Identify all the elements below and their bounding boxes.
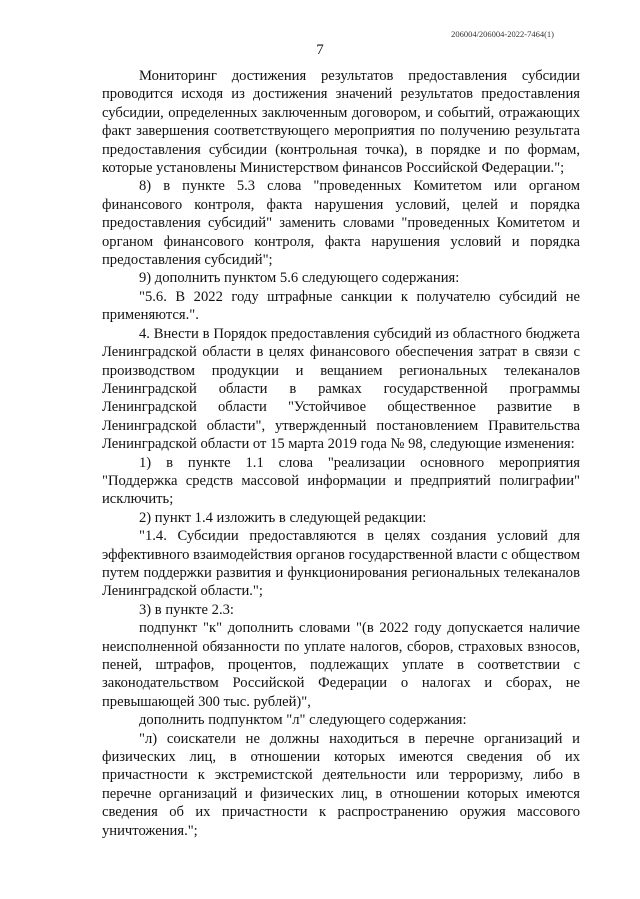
paragraph: 9) дополнить пунктом 5.6 следующего содержания:	[139, 270, 460, 287]
paragraph: дополнить подпунктом "л" следующего содержания:	[139, 712, 467, 729]
paragraph: 4. Внести в Порядок предоставления субсидий из областного бюджета Ленинградской области в целях финансового обеспечения затрат в связи с производством продукции и вещанием региональных телеканалов Ленинградской области в рамках государственной программы Ленинградской области "Устойчивое общественное развитие в Ленинградской области", утвержденный постановлением Правительства Ленинградской области от 15 марта 2019 года № 98, следующие изменения:	[102, 325, 580, 453]
document-id: 206004/206004-2022-7464(1)	[451, 29, 554, 39]
paragraph: 1) в пункте 1.1 слова "реализации основного мероприятия "Поддержка средств массовой информации и предприятий полиграфии" исключить;	[102, 454, 580, 508]
paragraph: 2) пункт 1.4 изложить в следующей редакции:	[139, 509, 427, 526]
paragraph: "л) соискатели не должны находиться в перечне организаций и физических лиц, в отношении которых имеются сведения об их причастности к экстремистской деятельности или терроризму, либо в перечне организаций и физических лиц, в отношении которых имеются сведения об их причастности к распространению оружия массового уничтожения.";	[102, 730, 580, 839]
paragraph: 8) в пункте 5.3 слова "проведенных Комитетом или органом финансового контроля, факта нарушения условий, целей и порядка предоставления субсидий" заменить словами "проведенных Комитетом и органом финансового контроля, факта нарушения условий и порядка предоставления субсидий";	[102, 178, 580, 269]
paragraph: 3) в пункте 2.3:	[139, 601, 234, 618]
paragraph: "1.4. Субсидии предоставляются в целях создания условий для эффективного взаимодействия органов государственной власти с обществом путем поддержки развития и функционирования региональных телеканалов Ленинградской области.";	[102, 528, 580, 600]
page-number: 7	[316, 42, 324, 58]
paragraph: подпункт "к" дополнить словами "(в 2022 году допускается наличие неисполненной обязанности по уплате налогов, сборов, страховых взносов, пеней, штрафов, процентов, подлежащих уплате в соответствии с законодательством Российской Федерации о налогах и сборах, не превышающей 300 тыс. рублей)",	[102, 620, 580, 710]
paragraph: "5.6. В 2022 году штрафные санкции к получателю субсидий не применяются.".	[102, 288, 580, 324]
paragraph: Мониторинг достижения результатов предоставления субсидии проводится исходя из достижения значений результатов предоставления субсидии, определенных заключенным договором, и событий, отражающих факт завершения соответствующего мероприятия по получению результата предоставления субсидии (контрольная точка), в порядке и по формам, которые установлены Министерством финансов Российской Федерации.";	[102, 68, 580, 177]
document-body	[102, 67, 580, 840]
